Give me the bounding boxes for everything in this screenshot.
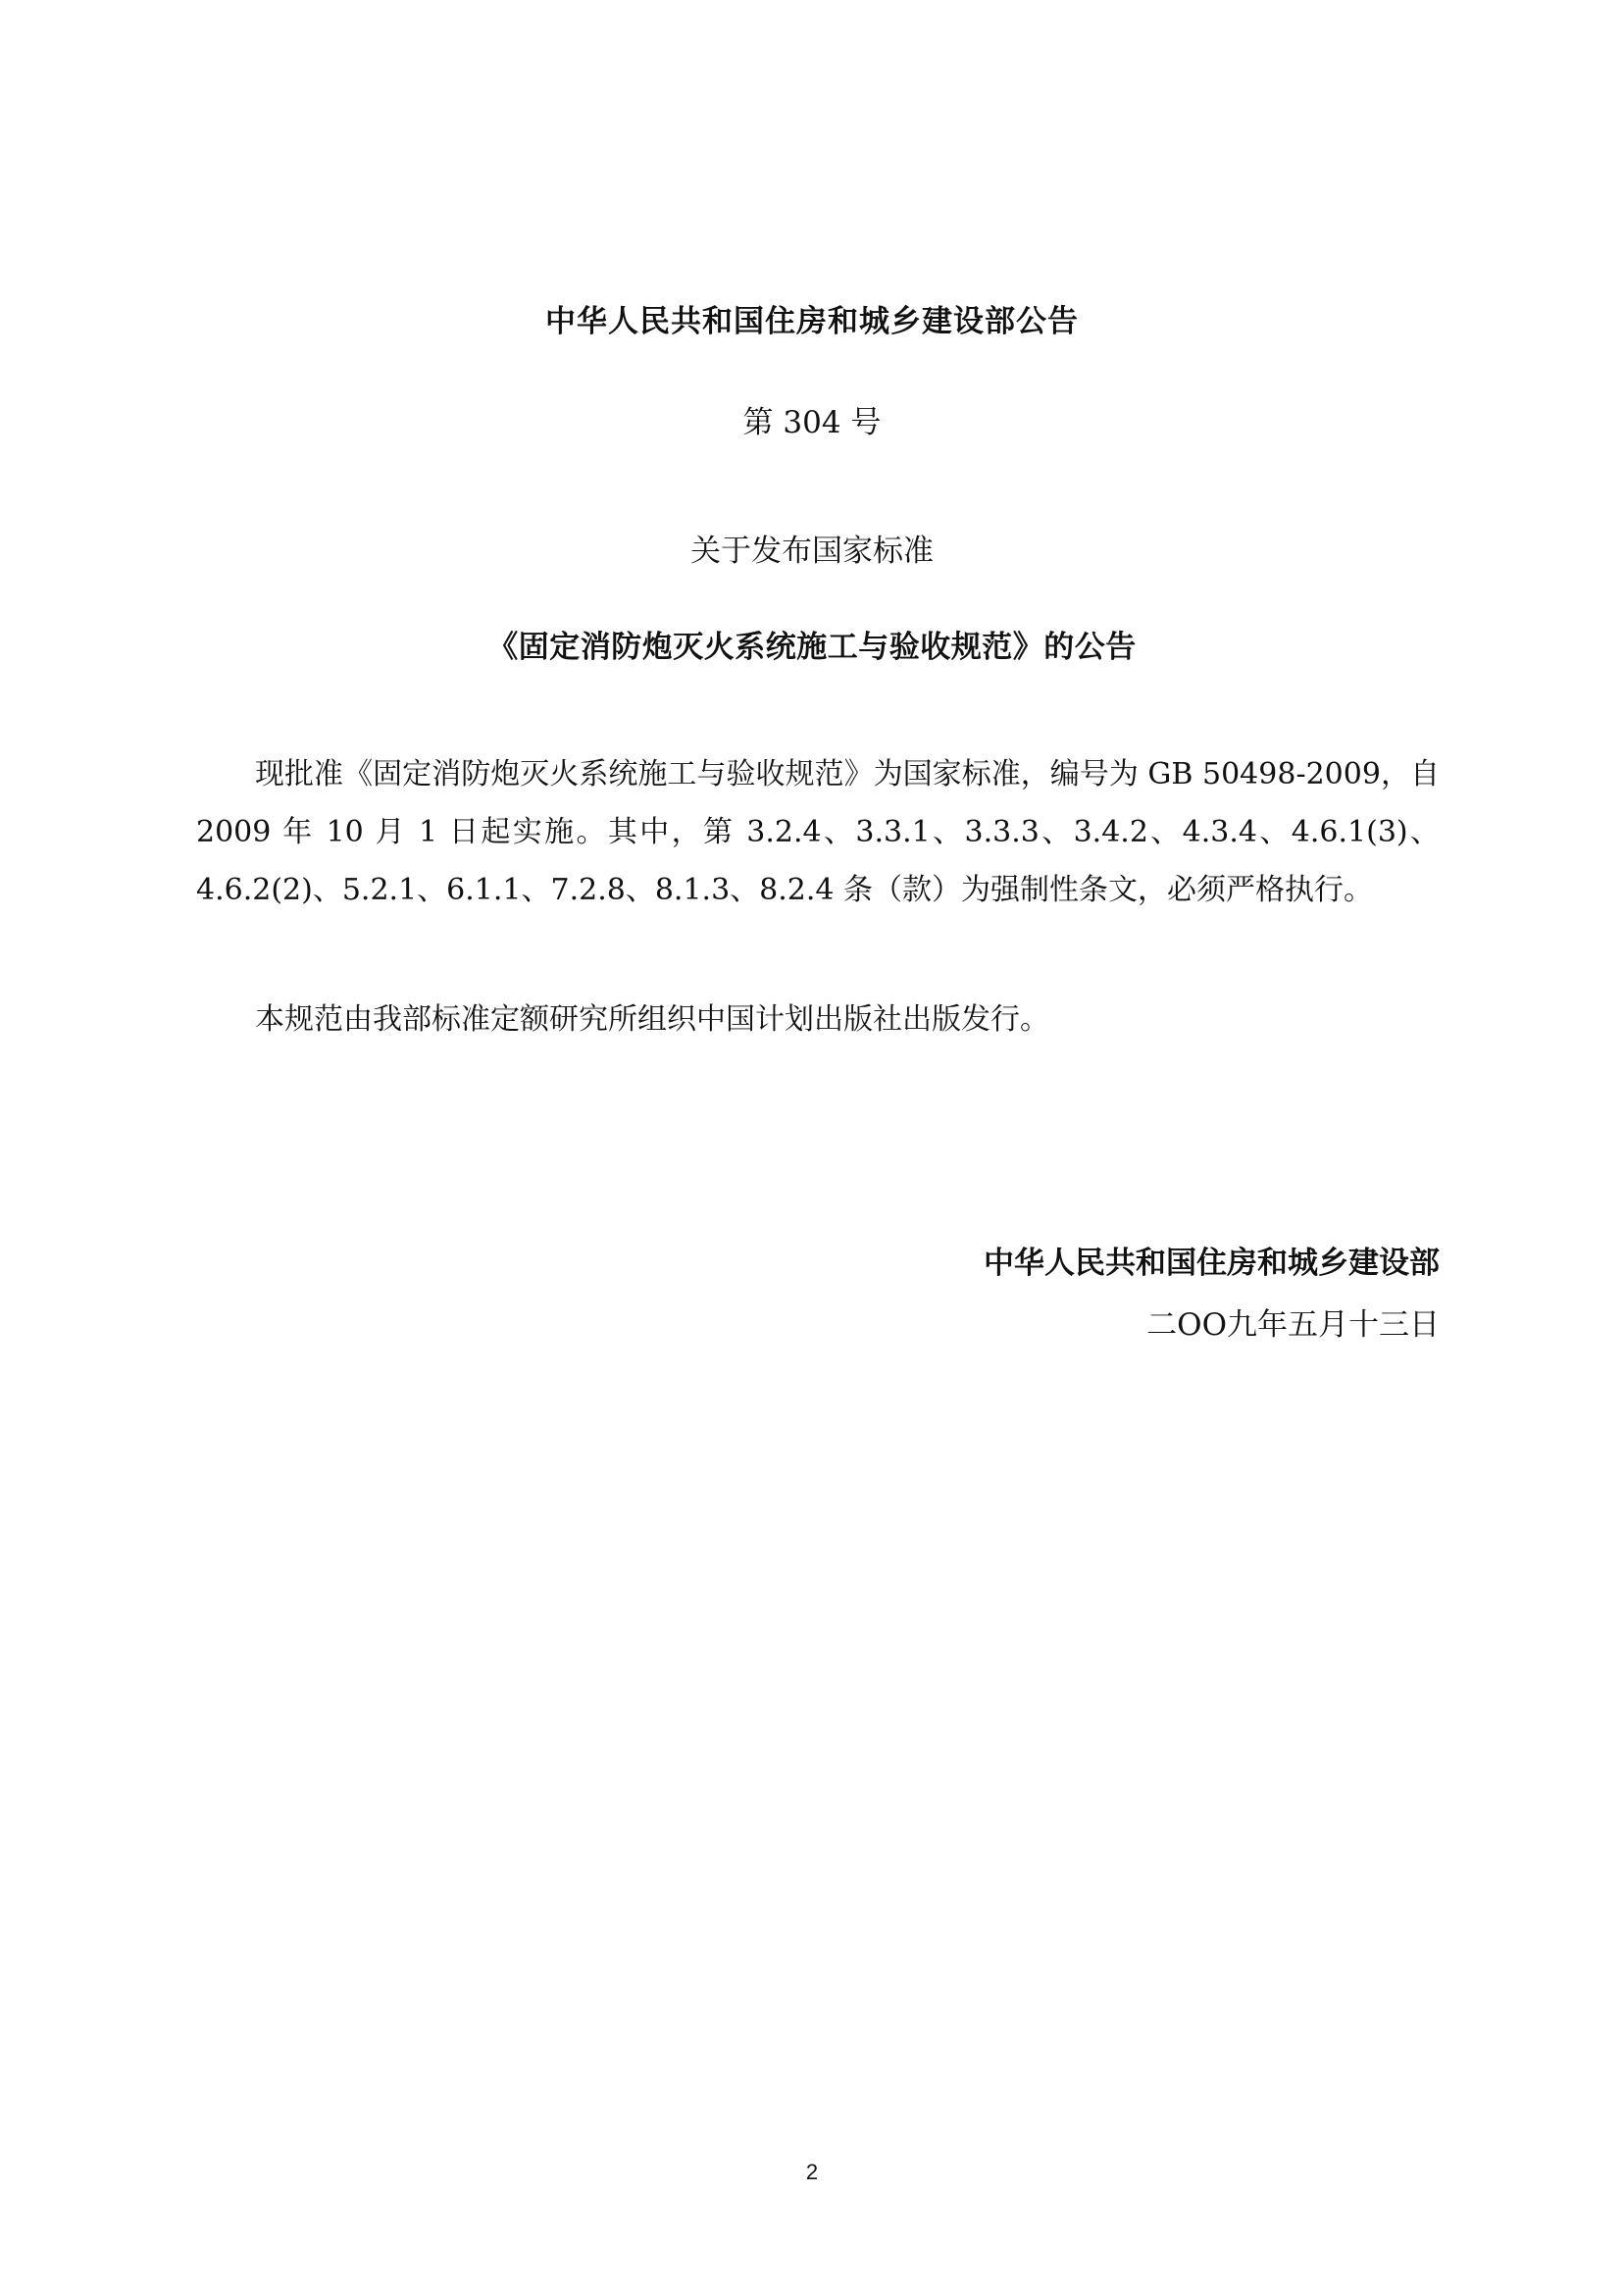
body-paragraph-publisher: 本规范由我部标准定额研究所组织中国计划出版社出版发行。 [255, 1002, 1049, 1037]
signature-date: 二OO九年五月十三日 [1146, 1307, 1440, 1343]
signature-organization: 中华人民共和国住房和城乡建设部 [984, 1246, 1440, 1281]
announcement-title: 中华人民共和国住房和城乡建设部公告 [545, 304, 1079, 339]
announcement-subtitle-line1: 关于发布国家标准 [690, 534, 934, 569]
body-paragraph-approval: 现批准《固定消防炮灭火系统施工与验收规范》为国家标准，编号为 GB 50498-2009，自 2009 年 10 月 1 日起实施。其中，第 3.2.4、3.3.1、3.3.3、3.4.2、4.3.4、4.6.1(3)、4.6.2(2)、5.2.1、6.1.1、7.2.8、8.1.3、8.2.4 条（款）为强制性条文，必须严格执行。 [196, 757, 1440, 907]
announcement-subtitle-line2: 《固定消防炮灭火系统施工与验收规范》的公告 [487, 630, 1137, 665]
announcement-number: 第 304 号 [742, 405, 882, 440]
page-number: 2 [805, 2160, 819, 2184]
